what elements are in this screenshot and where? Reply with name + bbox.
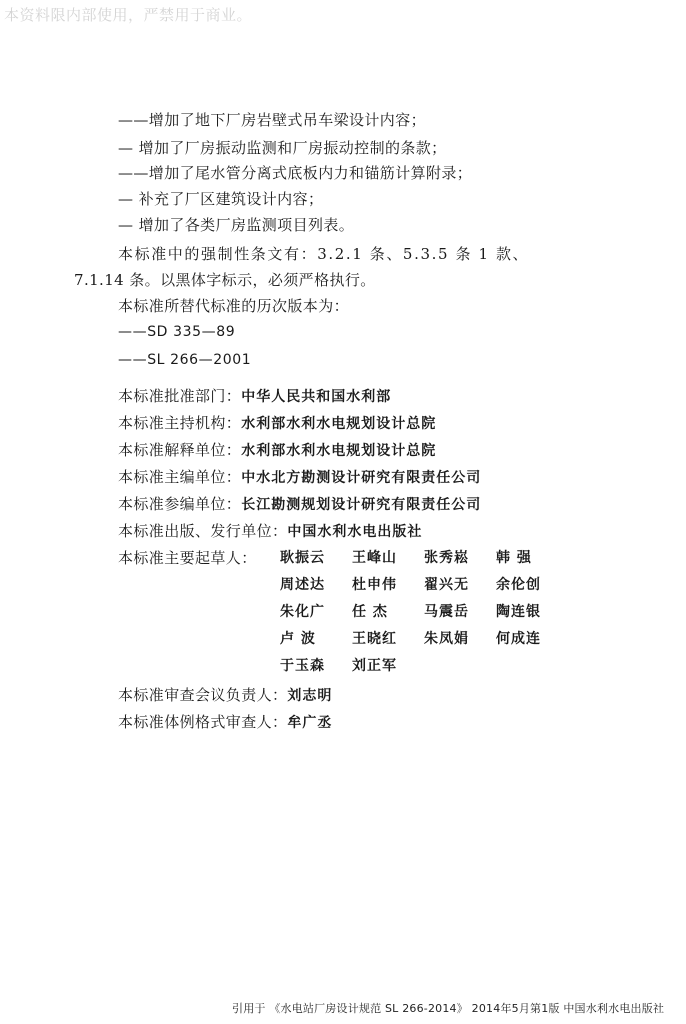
info-value: 中国水利水电出版社 (287, 524, 423, 540)
drafters-row (280, 656, 424, 676)
info-row-interpretation (118, 440, 436, 461)
info-row-host (118, 413, 436, 434)
review-format-name: 牟广丞 (287, 715, 333, 731)
watermark-text: 本资料限内部使用，严禁用于商业。 (4, 6, 253, 24)
review-format-row (118, 712, 332, 733)
review-format-label: 本标准体例格式审查人： (118, 713, 288, 731)
drafter-name: 杜申伟 (352, 577, 397, 593)
drafter-name: 耿振云 (280, 550, 325, 566)
drafters-row (280, 548, 568, 568)
drafters-row (280, 575, 568, 595)
info-row-approval (118, 386, 391, 407)
review-chair-label: 本标准审查会议负责人： (118, 686, 288, 704)
drafter-name: 陶连银 (496, 604, 541, 620)
info-value: 中水北方勘测设计研究有限责任公司 (241, 470, 482, 486)
drafter-name: 周述达 (280, 577, 325, 593)
info-row-participating (118, 494, 481, 515)
change-item: — 增加了各类厂房监测项目列表。 (118, 216, 355, 234)
info-value: 中华人民共和国水利部 (241, 389, 392, 405)
citation-footer: 引用于 《水电站厂房设计规范 SL 266-2014》 2014年5月第1版 中国水利水电出版社 (232, 1002, 665, 1015)
drafter-name: 何成连 (496, 631, 541, 647)
info-value: 长江勘测规划设计研究有限责任公司 (241, 497, 482, 513)
info-label: 本标准主持机构： (118, 414, 242, 432)
change-item: — 补充了厂区建筑设计内容； (118, 190, 324, 208)
change-item: ——增加了地下厂房岩壁式吊车梁设计内容； (118, 111, 427, 129)
drafter-name: 朱凤娟 (424, 631, 469, 647)
drafter-name: 任 杰 (352, 604, 388, 620)
info-label: 本标准解释单位： (118, 441, 242, 459)
history-intro: 本标准所替代标准的历次版本为： (118, 297, 350, 315)
history-version: ——SD 335—89 (118, 324, 236, 340)
drafter-name: 朱化广 (280, 604, 325, 620)
info-value: 水利部水利水电规划设计总院 (241, 443, 437, 459)
drafters-label: 本标准主要起草人： (118, 549, 257, 567)
drafters-row (280, 629, 568, 649)
change-item: ——增加了尾水管分离式底板内力和锚筋计算附录； (118, 164, 473, 182)
history-version: ——SL 266—2001 (118, 352, 252, 368)
drafter-name: 刘正军 (352, 658, 397, 674)
drafter-name: 张秀崧 (424, 550, 469, 566)
drafter-name: 于玉森 (280, 658, 325, 674)
info-row-publisher (118, 521, 422, 542)
mandatory-line-2: 7.1.14 条。以黑体字标示，必须严格执行。 (74, 271, 376, 289)
mandatory-line-1: 本标准中的强制性条文有：3.2.1 条、5.3.5 条 1 款、 (118, 245, 530, 263)
info-label: 本标准参编单位： (118, 495, 242, 513)
drafters-row (280, 602, 568, 622)
info-label: 本标准主编单位： (118, 468, 242, 486)
drafter-name: 卢 波 (280, 631, 316, 647)
info-label: 本标准批准部门： (118, 387, 242, 405)
info-row-chief-editor (118, 467, 481, 488)
drafter-name: 王晓红 (352, 631, 397, 647)
change-item: — 增加了厂房振动监测和厂房振动控制的条款； (118, 139, 447, 157)
drafter-name: 马震岳 (424, 604, 469, 620)
info-label: 本标准出版、发行单位： (118, 522, 288, 540)
drafter-name: 王峰山 (352, 550, 397, 566)
drafter-name: 韩 强 (496, 550, 532, 566)
info-value: 水利部水利水电规划设计总院 (241, 416, 437, 432)
drafter-name: 翟兴无 (424, 577, 469, 593)
drafter-name: 余伦创 (496, 577, 541, 593)
review-chair-name: 刘志明 (287, 688, 333, 704)
review-chair-row (118, 685, 332, 706)
